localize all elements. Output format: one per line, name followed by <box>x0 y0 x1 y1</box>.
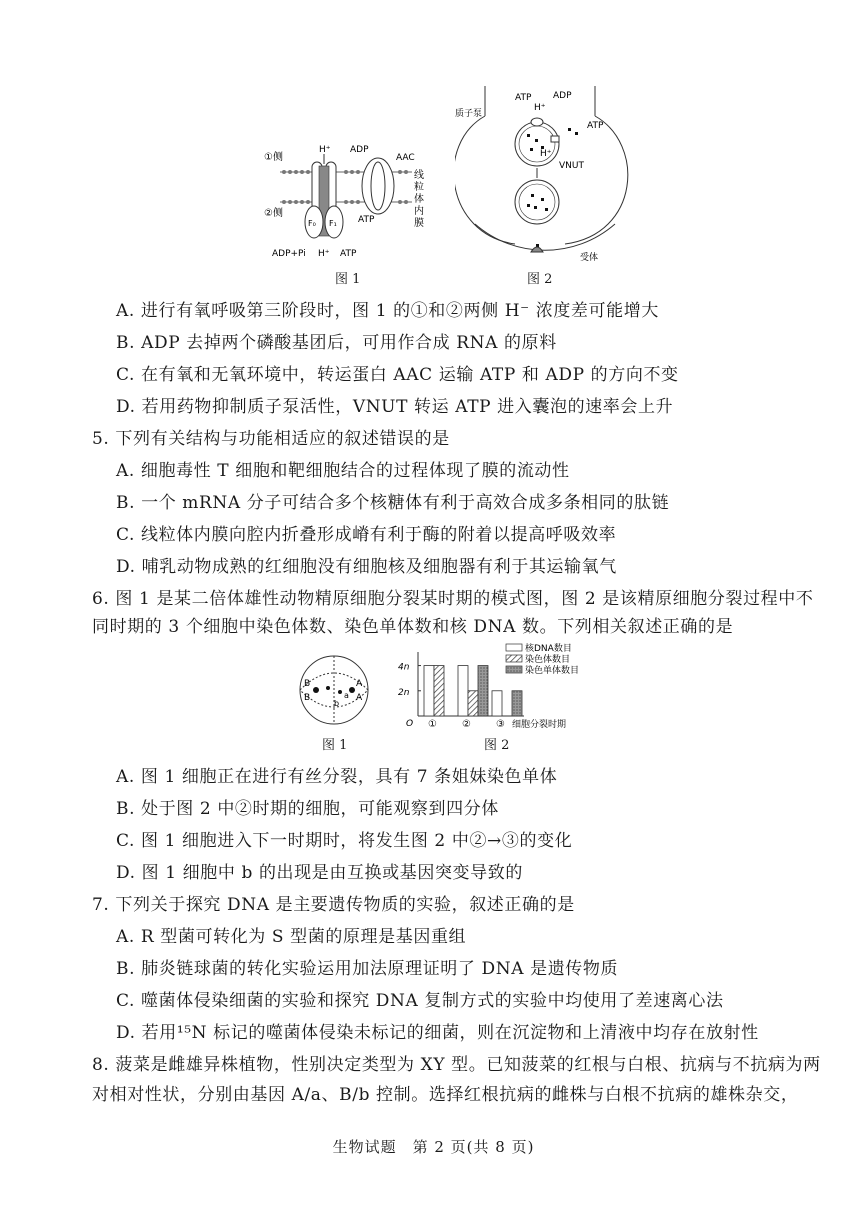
legend-label-2: 染色体数目 <box>525 655 571 665</box>
q6-stem-1: 6. 图 1 是某二倍体雄性动物精原细胞分裂某时期的模式图，图 2 是该精原细胞分裂过程中不 <box>92 589 814 609</box>
svg-text:B: B <box>304 693 311 703</box>
q5-option-c: C. 线粒体内膜向腔内折叠形成嵴有利于酶的附着以提高呼吸效率 <box>116 525 617 545</box>
figure-vesicle <box>455 84 630 269</box>
fig2-h-top: H⁺ <box>534 103 546 113</box>
fig2-caption: 图 2 <box>527 272 553 287</box>
svg-text:粒: 粒 <box>414 182 424 193</box>
x-axis-label: 细胞分裂时期 <box>512 720 567 730</box>
q4-option-b: B. ADP 去掉两个磷酸基团后，可用作合成 RNA 的原料 <box>116 333 557 353</box>
q6-cell-figure <box>296 652 374 730</box>
q4-option-d: D. 若用药物抑制质子泵活性，VNUT 转运 ATP 进入囊泡的速率会上升 <box>116 397 674 417</box>
fig1-membrane-label <box>414 168 424 229</box>
y-tick-4n: 4n <box>398 662 410 673</box>
q7-option-d: D. 若用¹⁵N 标记的噬菌体侵染未标记的细菌，则在沉淀物和上清液中均存在放射性 <box>116 1023 759 1043</box>
legend-label-1: 核DNA数目 <box>525 644 572 654</box>
fig2-receptor: 受体 <box>580 253 599 263</box>
svg-text:膜: 膜 <box>414 218 424 229</box>
fig1-adp: ADP <box>350 145 369 155</box>
q5-option-a: A. 细胞毒性 T 细胞和靶细胞结合的过程体现了膜的流动性 <box>116 461 570 481</box>
q7-stem: 7. 下列关于探究 DNA 是主要遗传物质的实验，叙述正确的是 <box>92 895 575 915</box>
figure-mitochondria <box>262 140 432 265</box>
legend-swatch-3 <box>506 666 522 673</box>
bar-2-2 <box>468 691 478 716</box>
legend-swatch-1 <box>506 644 522 651</box>
fig1-atp-bottom: ATP <box>340 249 357 259</box>
bar-3-1 <box>492 691 502 716</box>
bar-2-1 <box>458 666 468 716</box>
fig1-side1: ①侧 <box>264 152 283 163</box>
fig2-vnut: VNUT <box>559 161 584 171</box>
fig1-caption: 图 1 <box>335 272 361 287</box>
q6-stem-2: 同时期的 3 个细胞中染色体数、染色单体数和核 DNA 数。下列相关叙述正确的是 <box>92 617 734 637</box>
fig2-h-mid: H⁺ <box>540 149 552 159</box>
fig2-adp-top: ADP <box>553 91 572 101</box>
q6-fig1-caption: 图 1 <box>322 738 348 753</box>
x-tick-label: ① <box>428 719 437 730</box>
x-tick-label: ② <box>462 719 471 730</box>
q7-option-b: B. 肺炎链球菌的转化实验运用加法原理证明了 DNA 是遗传物质 <box>116 959 619 979</box>
bar-1-1 <box>424 666 434 716</box>
fig2-atp-top: ATP <box>515 93 532 103</box>
bar-2-3 <box>478 666 488 716</box>
fig1-side2: ②侧 <box>264 208 283 219</box>
fig1-atp-right: ATP <box>358 215 375 225</box>
page-footer: 生物试题 第 2 页(共 8 页) <box>332 1138 535 1156</box>
x-tick-label: ③ <box>496 719 505 730</box>
origin-label: O <box>406 719 414 729</box>
q6-option-a: A. 图 1 细胞正在进行有丝分裂，具有 7 条姐妹染色单体 <box>116 767 558 787</box>
q6-option-d: D. 图 1 细胞中 b 的出现是由互换或基因突变导致的 <box>116 863 523 883</box>
fig1-h-top: H⁺ <box>319 145 331 155</box>
fig1-aac: AAC <box>396 153 415 163</box>
q6-fig2-caption: 图 2 <box>484 738 510 753</box>
fig2-atp-right: ATP <box>587 121 604 131</box>
q6-option-b: B. 处于图 2 中②时期的细胞，可能观察到四分体 <box>116 799 499 819</box>
fig1-f-left: F₀ <box>308 219 316 228</box>
svg-text:a: a <box>344 691 349 700</box>
q5-option-d: D. 哺乳动物成熟的红细胞没有细胞核及细胞器有利于其运输氧气 <box>116 557 617 577</box>
svg-text:线: 线 <box>414 170 424 181</box>
q6-bar-chart <box>396 640 602 732</box>
svg-text:b: b <box>334 699 340 708</box>
bar-3-3 <box>512 691 522 716</box>
q5-option-b: B. 一个 mRNA 分子可结合多个核糖体有利于高效合成多条相同的肽链 <box>116 493 670 513</box>
q4-option-a: A. 进行有氧呼吸第三阶段时，图 1 的①和②两侧 H⁻ 浓度差可能增大 <box>116 301 659 321</box>
fig1-adp-pi: ADP+Pi <box>272 249 306 259</box>
svg-text:A: A <box>356 679 363 689</box>
q8-line-2: 对相对性状，分别由基因 A/a、B/b 控制。选择红根抗病的雌株与白根不抗病的雄株杂交， <box>92 1085 799 1105</box>
q4-option-c: C. 在有氧和无氧环境中，转运蛋白 AAC 运输 ATP 和 ADP 的方向不变 <box>116 365 679 385</box>
q5-stem: 5. 下列有关结构与功能相适应的叙述错误的是 <box>92 429 450 449</box>
svg-text:A: A <box>356 693 363 703</box>
q7-option-a: A. R 型菌可转化为 S 型菌的原理是基因重组 <box>116 927 467 947</box>
legend-label-3: 染色单体数目 <box>525 666 580 676</box>
q6-option-c: C. 图 1 细胞进入下一时期时，将发生图 2 中②→③的变化 <box>116 831 573 851</box>
q7-option-c: C. 噬菌体侵染细菌的实验和探究 DNA 复制方式的实验中均使用了差速离心法 <box>116 991 724 1011</box>
y-tick-2n: 2n <box>398 687 410 698</box>
svg-text:B: B <box>304 679 311 689</box>
fig1-h-bottom: H⁺ <box>318 249 330 259</box>
svg-text:体: 体 <box>414 194 424 205</box>
fig2-pump: 质子泵 <box>455 109 483 119</box>
fig1-f-right: F₁ <box>329 219 337 228</box>
legend-swatch-2 <box>506 655 522 662</box>
q8-line-1: 8. 菠菜是雌雄异株植物，性别决定类型为 XY 型。已知菠菜的红根与白根、抗病与不抗病为两 <box>92 1055 821 1075</box>
bar-1-2 <box>434 666 444 716</box>
svg-text:内: 内 <box>414 206 424 217</box>
